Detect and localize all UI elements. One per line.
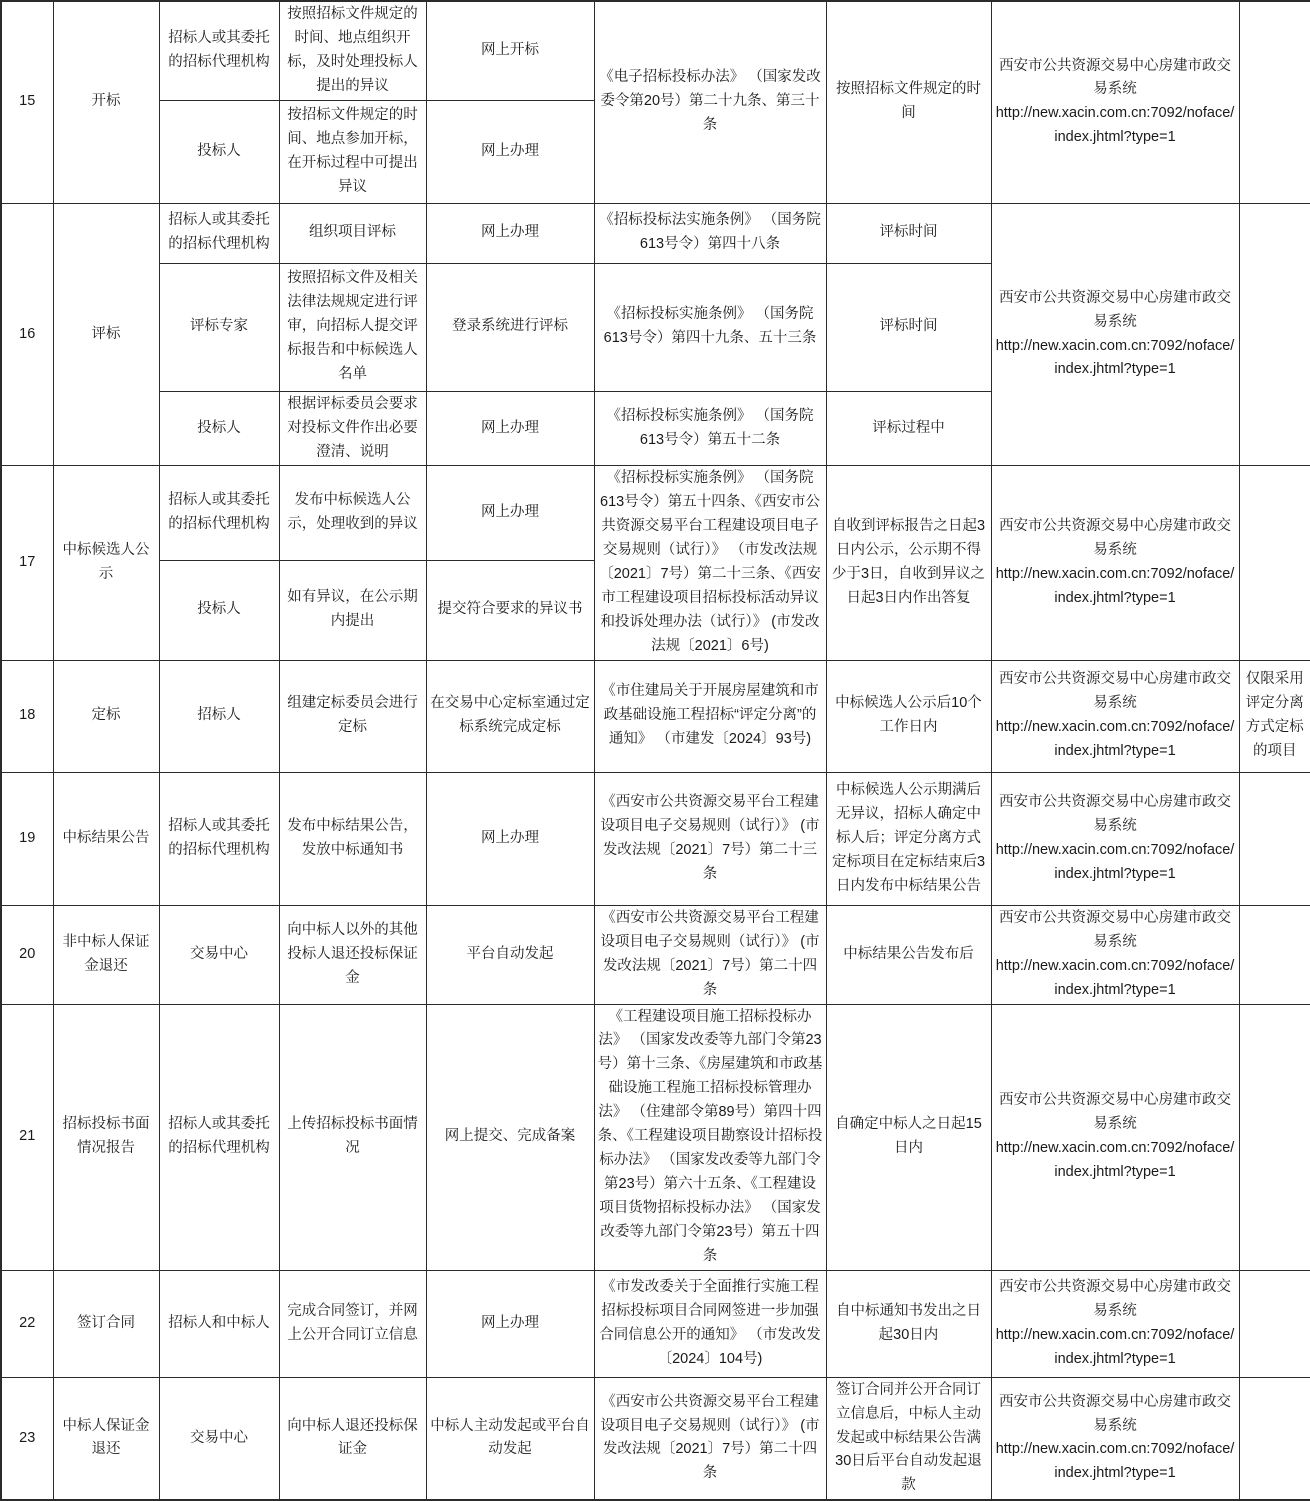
- system-cell: [991, 1270, 1239, 1377]
- row-no: 15: [1, 1, 53, 203]
- party-cell: 投标人: [159, 100, 279, 203]
- legal-basis-cell: 《招标投标实施条例》 （国务院613号令）第五十二条: [594, 391, 826, 466]
- task-cell: 上传招标投标书面情况: [279, 1004, 426, 1270]
- party-cell: 评标专家: [159, 263, 279, 391]
- time-cell: 签订合同并公开合同订立信息后，中标人主动发起或中标结果公告满30日后平台自动发起退款: [826, 1377, 991, 1500]
- remark-cell: [1239, 203, 1310, 466]
- system-name: 西安市公共资源交易中心房建市政交易系统: [999, 1393, 1231, 1434]
- system-name: 西安市公共资源交易中心房建市政交易系统: [999, 1092, 1231, 1133]
- system-name: 西安市公共资源交易中心房建市政交易系统: [999, 671, 1231, 712]
- task-cell: 向中标人以外的其他投标人退还投标保证金: [279, 905, 426, 1004]
- method-cell: 网上办理: [426, 1270, 594, 1377]
- legal-basis-cell: 《市住建局关于开展房屋建筑和市政基础设施工程招标“评定分离”的通知》 （市建发〔2024〕93号): [594, 660, 826, 772]
- stage-cell: 定标: [53, 660, 159, 772]
- task-cell: 如有异议，在公示期内提出: [279, 560, 426, 660]
- method-cell: 网上办理: [426, 203, 594, 263]
- method-cell: 提交符合要求的异议书: [426, 560, 594, 660]
- stage-cell: 中标结果公告: [53, 772, 159, 905]
- time-cell: 自中标通知书发出之日起30日内: [826, 1270, 991, 1377]
- party-cell: 交易中心: [159, 1377, 279, 1500]
- task-cell: 发布中标结果公告，发放中标通知书: [279, 772, 426, 905]
- row-no: 16: [1, 203, 53, 466]
- time-cell: 自确定中标人之日起15日内: [826, 1004, 991, 1270]
- task-cell: 组织项目评标: [279, 203, 426, 263]
- party-cell: 招标人或其委托的招标代理机构: [159, 203, 279, 263]
- party-cell: 招标人和中标人: [159, 1270, 279, 1377]
- row-no: 17: [1, 466, 53, 660]
- task-cell: 按照招标文件规定的时间、地点组织开标，及时处理投标人提出的异议: [279, 1, 426, 100]
- time-cell: 中标候选人公示期满后无异议，招标人确定中标人后；评定分离方式定标项目在定标结束后3日内发布中标结果公告: [826, 772, 991, 905]
- system-cell: [991, 1377, 1239, 1500]
- system-url: http://new.xacin.com.cn:7092/noface/index.jhtml?type=1: [995, 719, 1235, 760]
- party-cell: 招标人: [159, 660, 279, 772]
- system-url: http://new.xacin.com.cn:7092/noface/index.jhtml?type=1: [995, 957, 1235, 998]
- system-url: http://new.xacin.com.cn:7092/noface/index.jhtml?type=1: [995, 841, 1235, 882]
- system-cell: [991, 905, 1239, 1004]
- task-cell: 完成合同签订，并网上公开合同订立信息: [279, 1270, 426, 1377]
- system-url: http://new.xacin.com.cn:7092/noface/index.jhtml?type=1: [995, 1441, 1235, 1482]
- system-name: 西安市公共资源交易中心房建市政交易系统: [999, 793, 1231, 834]
- system-cell: [991, 660, 1239, 772]
- task-cell: 发布中标候选人公示，处理收到的异议: [279, 466, 426, 560]
- legal-basis-cell: 《西安市公共资源交易平台工程建设项目电子交易规则（试行）》 (市发改法规〔2021〕7号）第二十四条: [594, 1377, 826, 1500]
- row-no: 20: [1, 905, 53, 1004]
- party-cell: 招标人或其委托的招标代理机构: [159, 772, 279, 905]
- table-row: [1, 1, 1310, 100]
- method-cell: 平台自动发起: [426, 905, 594, 1004]
- row-no: 22: [1, 1270, 53, 1377]
- legal-basis-cell: 《招标投标实施条例》 （国务院613号令）第四十九条、五十三条: [594, 263, 826, 391]
- system-url: http://new.xacin.com.cn:7092/noface/index.jhtml?type=1: [995, 1326, 1235, 1367]
- system-url: http://new.xacin.com.cn:7092/noface/index.jhtml?type=1: [995, 337, 1235, 378]
- system-name: 西安市公共资源交易中心房建市政交易系统: [999, 1278, 1231, 1319]
- stage-cell: 签订合同: [53, 1270, 159, 1377]
- party-cell: 招标人或其委托的招标代理机构: [159, 466, 279, 560]
- system-cell: [991, 466, 1239, 660]
- method-cell: 网上办理: [426, 391, 594, 466]
- time-cell: 中标结果公告发布后: [826, 905, 991, 1004]
- method-cell: 网上办理: [426, 772, 594, 905]
- legal-basis-cell: 《工程建设项目施工招标投标办法》 （国家发改委等九部门令第23号）第十三条、《房屋建筑和市政基础设施工程施工招标投标管理办法》 （住建部令第89号）第四十四条、《工程建设项目勘察设计招标投标办法》 （国家发改委等九部门令第23号）第六十五条、《工程建设项目货物招标投标办法》 （国家发改委等九部门令第23号）第五十四条: [594, 1004, 826, 1270]
- system-url: http://new.xacin.com.cn:7092/noface/index.jhtml?type=1: [995, 1140, 1235, 1180]
- system-cell: [991, 772, 1239, 905]
- legal-basis-cell: 《西安市公共资源交易平台工程建设项目电子交易规则（试行）》 (市发改法规〔2021〕7号）第二十三条: [594, 772, 826, 905]
- method-cell: 网上开标: [426, 1, 594, 100]
- table-row: [1, 466, 1310, 560]
- method-cell: 在交易中心定标室通过定标系统完成定标: [426, 660, 594, 772]
- system-cell: [991, 1004, 1239, 1270]
- time-cell: 中标候选人公示后10个工作日内: [826, 660, 991, 772]
- task-cell: 组建定标委员会进行定标: [279, 660, 426, 772]
- system-name: 西安市公共资源交易中心房建市政交易系统: [999, 57, 1231, 98]
- remark-cell: [1239, 1377, 1310, 1500]
- system-url: http://new.xacin.com.cn:7092/noface/index.jhtml?type=1: [995, 105, 1235, 146]
- table-row: [1, 905, 1310, 1004]
- legal-basis-cell: 《招标投标法实施条例》 （国务院613号令）第四十八条: [594, 203, 826, 263]
- method-cell: 中标人主动发起或平台自动发起: [426, 1377, 594, 1500]
- stage-cell: 中标人保证金退还: [53, 1377, 159, 1500]
- system-name: 西安市公共资源交易中心房建市政交易系统: [999, 289, 1231, 330]
- method-cell: 网上办理: [426, 466, 594, 560]
- remark-cell: [1239, 1270, 1310, 1377]
- system-name: 西安市公共资源交易中心房建市政交易系统: [999, 909, 1231, 950]
- system-name: 西安市公共资源交易中心房建市政交易系统: [999, 518, 1231, 559]
- row-no: 18: [1, 660, 53, 772]
- legal-basis-cell: 《西安市公共资源交易平台工程建设项目电子交易规则（试行）》 (市发改法规〔2021〕7号）第二十四条: [594, 905, 826, 1004]
- remark-cell: [1239, 466, 1310, 660]
- stage-cell: 非中标人保证金退还: [53, 905, 159, 1004]
- time-cell: 按照招标文件规定的时间: [826, 1, 991, 203]
- method-cell: 网上办理: [426, 100, 594, 203]
- task-cell: 向中标人退还投标保证金: [279, 1377, 426, 1500]
- time-cell: 评标时间: [826, 203, 991, 263]
- task-cell: 根据评标委员会要求对投标文件作出必要澄清、说明: [279, 391, 426, 466]
- party-cell: 交易中心: [159, 905, 279, 1004]
- stage-cell: 开标: [53, 1, 159, 203]
- system-cell: [991, 1, 1239, 203]
- table-row: [1, 660, 1310, 772]
- time-cell: 评标过程中: [826, 391, 991, 466]
- row-no: 23: [1, 1377, 53, 1500]
- system-cell: [991, 203, 1239, 466]
- legal-basis-cell: 《市发改委关于全面推行实施工程招标投标项目合同网签进一步加强合同信息公开的通知》 （市发改发〔2024〕104号): [594, 1270, 826, 1377]
- stage-cell: 中标候选人公示: [53, 466, 159, 660]
- task-cell: 按招标文件规定的时间、地点参加开标，在开标过程中可提出异议: [279, 100, 426, 203]
- legal-basis-cell: 《电子招标投标办法》 （国家发改委令第20号）第二十九条、第三十条: [594, 1, 826, 203]
- remark-cell: [1239, 1, 1310, 203]
- table-row: [1, 772, 1310, 905]
- row-no: 21: [1, 1004, 53, 1270]
- legal-basis-cell: 《招标投标实施条例》 （国务院613号令）第五十四条、《西安市公共资源交易平台工程建设项目电子交易规则（试行）》 （市发改法规〔2021〕7号）第二十三条、《西安市工程建设项目招标投标活动异议和投诉处理办法（试行）》 (市发改法规〔2021〕6号): [594, 466, 826, 660]
- party-cell: 招标人或其委托的招标代理机构: [159, 1, 279, 100]
- system-url: http://new.xacin.com.cn:7092/noface/index.jhtml?type=1: [995, 566, 1235, 607]
- stage-cell: 评标: [53, 203, 159, 466]
- table-row: [1, 1377, 1310, 1500]
- party-cell: 招标人或其委托的招标代理机构: [159, 1004, 279, 1270]
- method-cell: 网上提交、完成备案: [426, 1004, 594, 1270]
- table-row: [1, 203, 1310, 263]
- stage-cell: 招标投标书面情况报告: [53, 1004, 159, 1270]
- table-row: [1, 1004, 1310, 1270]
- remark-cell: [1239, 905, 1310, 1004]
- party-cell: 投标人: [159, 391, 279, 466]
- table-row: [1, 1270, 1310, 1377]
- remark-cell: [1239, 772, 1310, 905]
- party-cell: 投标人: [159, 560, 279, 660]
- time-cell: 评标时间: [826, 263, 991, 391]
- row-no: 19: [1, 772, 53, 905]
- remark-cell: 仅限采用评定分离方式定标的项目: [1239, 660, 1310, 772]
- method-cell: 登录系统进行评标: [426, 263, 594, 391]
- task-cell: 按照招标文件及相关法律法规规定进行评审，向招标人提交评标报告和中标候选人名单: [279, 263, 426, 391]
- remark-cell: [1239, 1004, 1310, 1270]
- time-cell: 自收到评标报告之日起3日内公示，公示期不得少于3日，自收到异议之日起3日内作出答复: [826, 466, 991, 660]
